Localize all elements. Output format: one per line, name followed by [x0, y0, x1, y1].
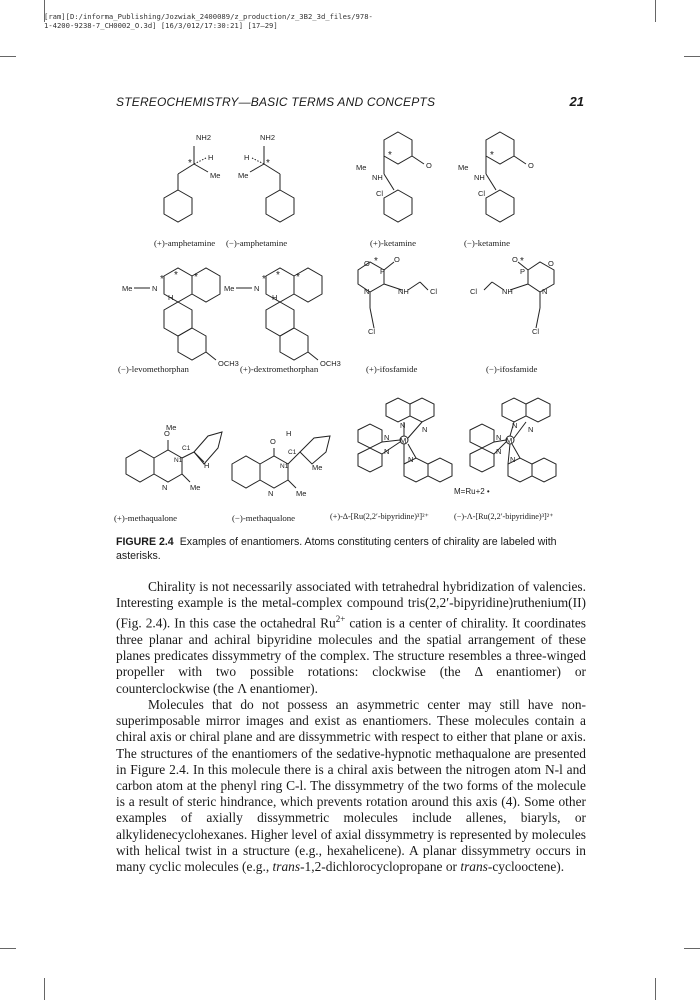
- label-ru-lambda: (−)-Λ-[Ru(2,2′-bipyridine)³]²⁺: [454, 512, 554, 521]
- text-run: Chirality is not necessarily associated with tetrahedral hybridization of valencies. Interesting example is the metal-complex compound tris(2,2′-bipyridine)ruthenium(II) (Fig. 2.4). In this case the octahedral: [116, 579, 586, 631]
- label-dextromethorphan: (+)-dextromethorphan: [240, 364, 319, 374]
- atom-n: N: [384, 433, 390, 442]
- atom-h: H: [208, 153, 214, 162]
- crop-mark: [0, 56, 16, 57]
- atom-me: Me: [296, 489, 307, 498]
- structures-drawing: [108, 118, 598, 538]
- label-ru-delta: (+)-Δ-[Ru(2,2′-bipyridine)³]²⁺: [330, 512, 429, 521]
- atom-m: M: [506, 436, 513, 445]
- paragraph-chirality: [116, 579, 586, 697]
- ketamine-plus-structure: [384, 132, 424, 222]
- crop-mark: [44, 978, 45, 1000]
- atom-n1: N1: [174, 457, 183, 464]
- atom-n1: N1: [280, 463, 289, 470]
- atom-n: N: [384, 447, 390, 456]
- path-line-1: [ram][D:/informa_Publishing/Jozwiak_2400089/z_production/z_3B2_3d_files/978-: [44, 12, 373, 21]
- caption-text: Examples of enantiomers. Atoms constituting centers of chirality are labeled with asterisks.: [116, 536, 557, 562]
- chiral-star: *: [160, 274, 164, 285]
- text-run: cation is a center of chirality. It coordinates three planar and achiral bipyridine molecules and the spatial arrangement of these planes predicates dissymmetry of the complex. The structure resembles a three-winged propeller with two possible rotations: clockwise (the Δ enantiomer) or counterclockwise (the Λ enantiomer).: [116, 615, 587, 696]
- chiral-star: *: [188, 158, 192, 169]
- amphetamine-minus-structure: [250, 146, 294, 222]
- atom-cl: Cl: [376, 189, 384, 198]
- atom-nh: NH: [502, 287, 513, 296]
- figure-caption: [116, 535, 586, 563]
- chiral-star: *: [266, 158, 270, 169]
- atom-h: H: [168, 293, 174, 302]
- figure-number: FIGURE 2.4: [116, 536, 174, 548]
- atom-n: N: [496, 433, 502, 442]
- figure-enantiomers: [108, 118, 598, 538]
- atom-o: O: [512, 255, 518, 264]
- chiral-star: *: [174, 270, 178, 281]
- atom-o: O: [364, 259, 370, 268]
- italic-term: trans: [460, 858, 488, 874]
- atom-nh: NH: [474, 173, 485, 182]
- metal-definition: M=Ru+2 •: [454, 487, 490, 496]
- atom-cl: Cl: [532, 327, 540, 336]
- label-methaqualone-minus: (−)-methaqualone: [232, 513, 296, 523]
- atom-n: N: [528, 425, 534, 434]
- atom-p: P: [380, 267, 386, 276]
- italic-term: trans: [272, 858, 301, 874]
- label-methaqualone-plus: (+)-methaqualone: [114, 513, 178, 523]
- chiral-star: *: [296, 272, 300, 283]
- crop-mark: [684, 56, 700, 57]
- text-run: -1,2-dichlorocyclopropane or: [300, 858, 461, 874]
- atom-me: Me: [224, 284, 235, 293]
- label-ketamine-plus: (+)-ketamine: [370, 238, 416, 248]
- label-amphetamine-minus: (−)-amphetamine: [226, 238, 288, 248]
- text-run: -cyclooctene).: [487, 858, 565, 874]
- chiral-star: *: [194, 272, 198, 283]
- label-ketamine-minus: (−)-ketamine: [464, 238, 510, 248]
- atom-n: N: [408, 455, 414, 464]
- atom-o: O: [270, 437, 276, 446]
- atom-me: Me: [458, 163, 469, 172]
- atom-n: N: [510, 455, 516, 464]
- atom-me: Me: [166, 423, 177, 432]
- text-run: Molecules that do not possess an asymmetric center may still have non-superimposable mirror images and exist as enantiomers. These molecules contain a chiral axis or chiral plane and are dissymmetric with respect to either that plane or axis. The structures of the enantiomers of the sedative-hypnotic methaqualone are presented in Figure 2.4. In this molecule there is a chiral axis between the nitrogen atom N-l and carbon atom at the phenyl ring C-l. The dissymmetry of the two forms of the molecule is a result of steric hindrance, which prevents rotation around this axis (4). Some other examples of axially dissymmetric molecules include allenes, biaryls, or alkylidenecyclohexanes. Higher level of axial dissymmetry is represented by molecules with helical twist in a structure (e.g., hexahelicene). A planar dissymmetry occurs in many cyclic molecules (e.g.,: [116, 696, 586, 874]
- atom-me: Me: [312, 463, 323, 472]
- atom-n: N: [512, 421, 518, 430]
- atom-n: N: [422, 425, 428, 434]
- path-line-2: 1-4200-9238-7_CH0002_O.3d] [16/3/012/17:30:21] [17–29]: [44, 21, 278, 30]
- atom-me: Me: [238, 171, 249, 180]
- atom-me: Me: [210, 171, 221, 180]
- superscript-charge: 2+: [335, 614, 346, 625]
- atom-m: M: [400, 436, 407, 445]
- label-ifosfamide-plus: (+)-ifosfamide: [366, 364, 418, 374]
- atom-h: H: [272, 293, 278, 302]
- production-file-path: [44, 12, 464, 30]
- chiral-star: *: [490, 150, 494, 161]
- atom-h: H: [244, 153, 250, 162]
- atom-h: H: [286, 429, 292, 438]
- chiral-star: *: [276, 270, 280, 281]
- label-ifosfamide-minus: (−)-ifosfamide: [486, 364, 538, 374]
- paragraph-axial-dissymmetry: [116, 697, 586, 875]
- atom-o: O: [528, 161, 534, 170]
- crop-mark: [655, 0, 656, 22]
- crop-mark: [655, 978, 656, 1000]
- atom-n: N: [254, 284, 260, 293]
- ketamine-minus-structure: [486, 132, 526, 222]
- atom-n: N: [162, 483, 168, 492]
- atom-cl: Cl: [368, 327, 376, 336]
- atom-o: O: [394, 255, 400, 264]
- atom-me: Me: [356, 163, 367, 172]
- atom-c1: C1: [182, 445, 191, 452]
- label-amphetamine-plus: (+)-amphetamine: [154, 238, 216, 248]
- atom-h: H: [204, 461, 210, 470]
- dextromethorphan-structure: [236, 268, 322, 360]
- atom-n: N: [364, 287, 370, 296]
- chiral-star: *: [374, 256, 378, 267]
- crop-mark: [684, 948, 700, 949]
- atom-n: N: [152, 284, 158, 293]
- atom-n: N: [542, 287, 548, 296]
- chiral-star: *: [520, 256, 524, 267]
- ru-lambda-structure: [470, 398, 556, 482]
- atom-och3: OCH3: [218, 359, 239, 368]
- atom-nh2: NH2: [196, 133, 212, 142]
- atom-nh2: NH2: [260, 133, 276, 142]
- atom-me: Me: [190, 483, 201, 492]
- body-text: [116, 579, 586, 875]
- atom-o: O: [164, 429, 170, 438]
- atom-p: P: [520, 267, 526, 276]
- atom-nh: NH: [398, 287, 409, 296]
- methaqualone-minus-structure: [232, 436, 330, 488]
- text-run: Ru: [320, 615, 336, 631]
- atom-o: O: [426, 161, 432, 170]
- running-head: STEREOCHEMISTRY—BASIC TERMS AND CONCEPTS: [116, 95, 436, 109]
- chiral-star: *: [388, 150, 392, 161]
- page-number: 21: [569, 94, 584, 109]
- atom-cl: Cl: [470, 287, 478, 296]
- chiral-star: *: [262, 274, 266, 285]
- atom-cl: Cl: [478, 189, 486, 198]
- atom-cl: Cl: [430, 287, 438, 296]
- atom-n: N: [268, 489, 274, 498]
- amphetamine-plus-structure: [164, 146, 208, 222]
- atom-n: N: [496, 447, 502, 456]
- atom-och3: OCH3: [320, 359, 341, 368]
- atom-n: N: [400, 421, 406, 430]
- atom-nh: NH: [372, 173, 383, 182]
- atom-o: O: [548, 259, 554, 268]
- crop-mark: [0, 948, 16, 949]
- atom-c1: C1: [288, 449, 297, 456]
- levomethorphan-structure: [134, 268, 220, 360]
- label-levomethorphan: (−)-levomethorphan: [118, 364, 189, 374]
- atom-me: Me: [122, 284, 133, 293]
